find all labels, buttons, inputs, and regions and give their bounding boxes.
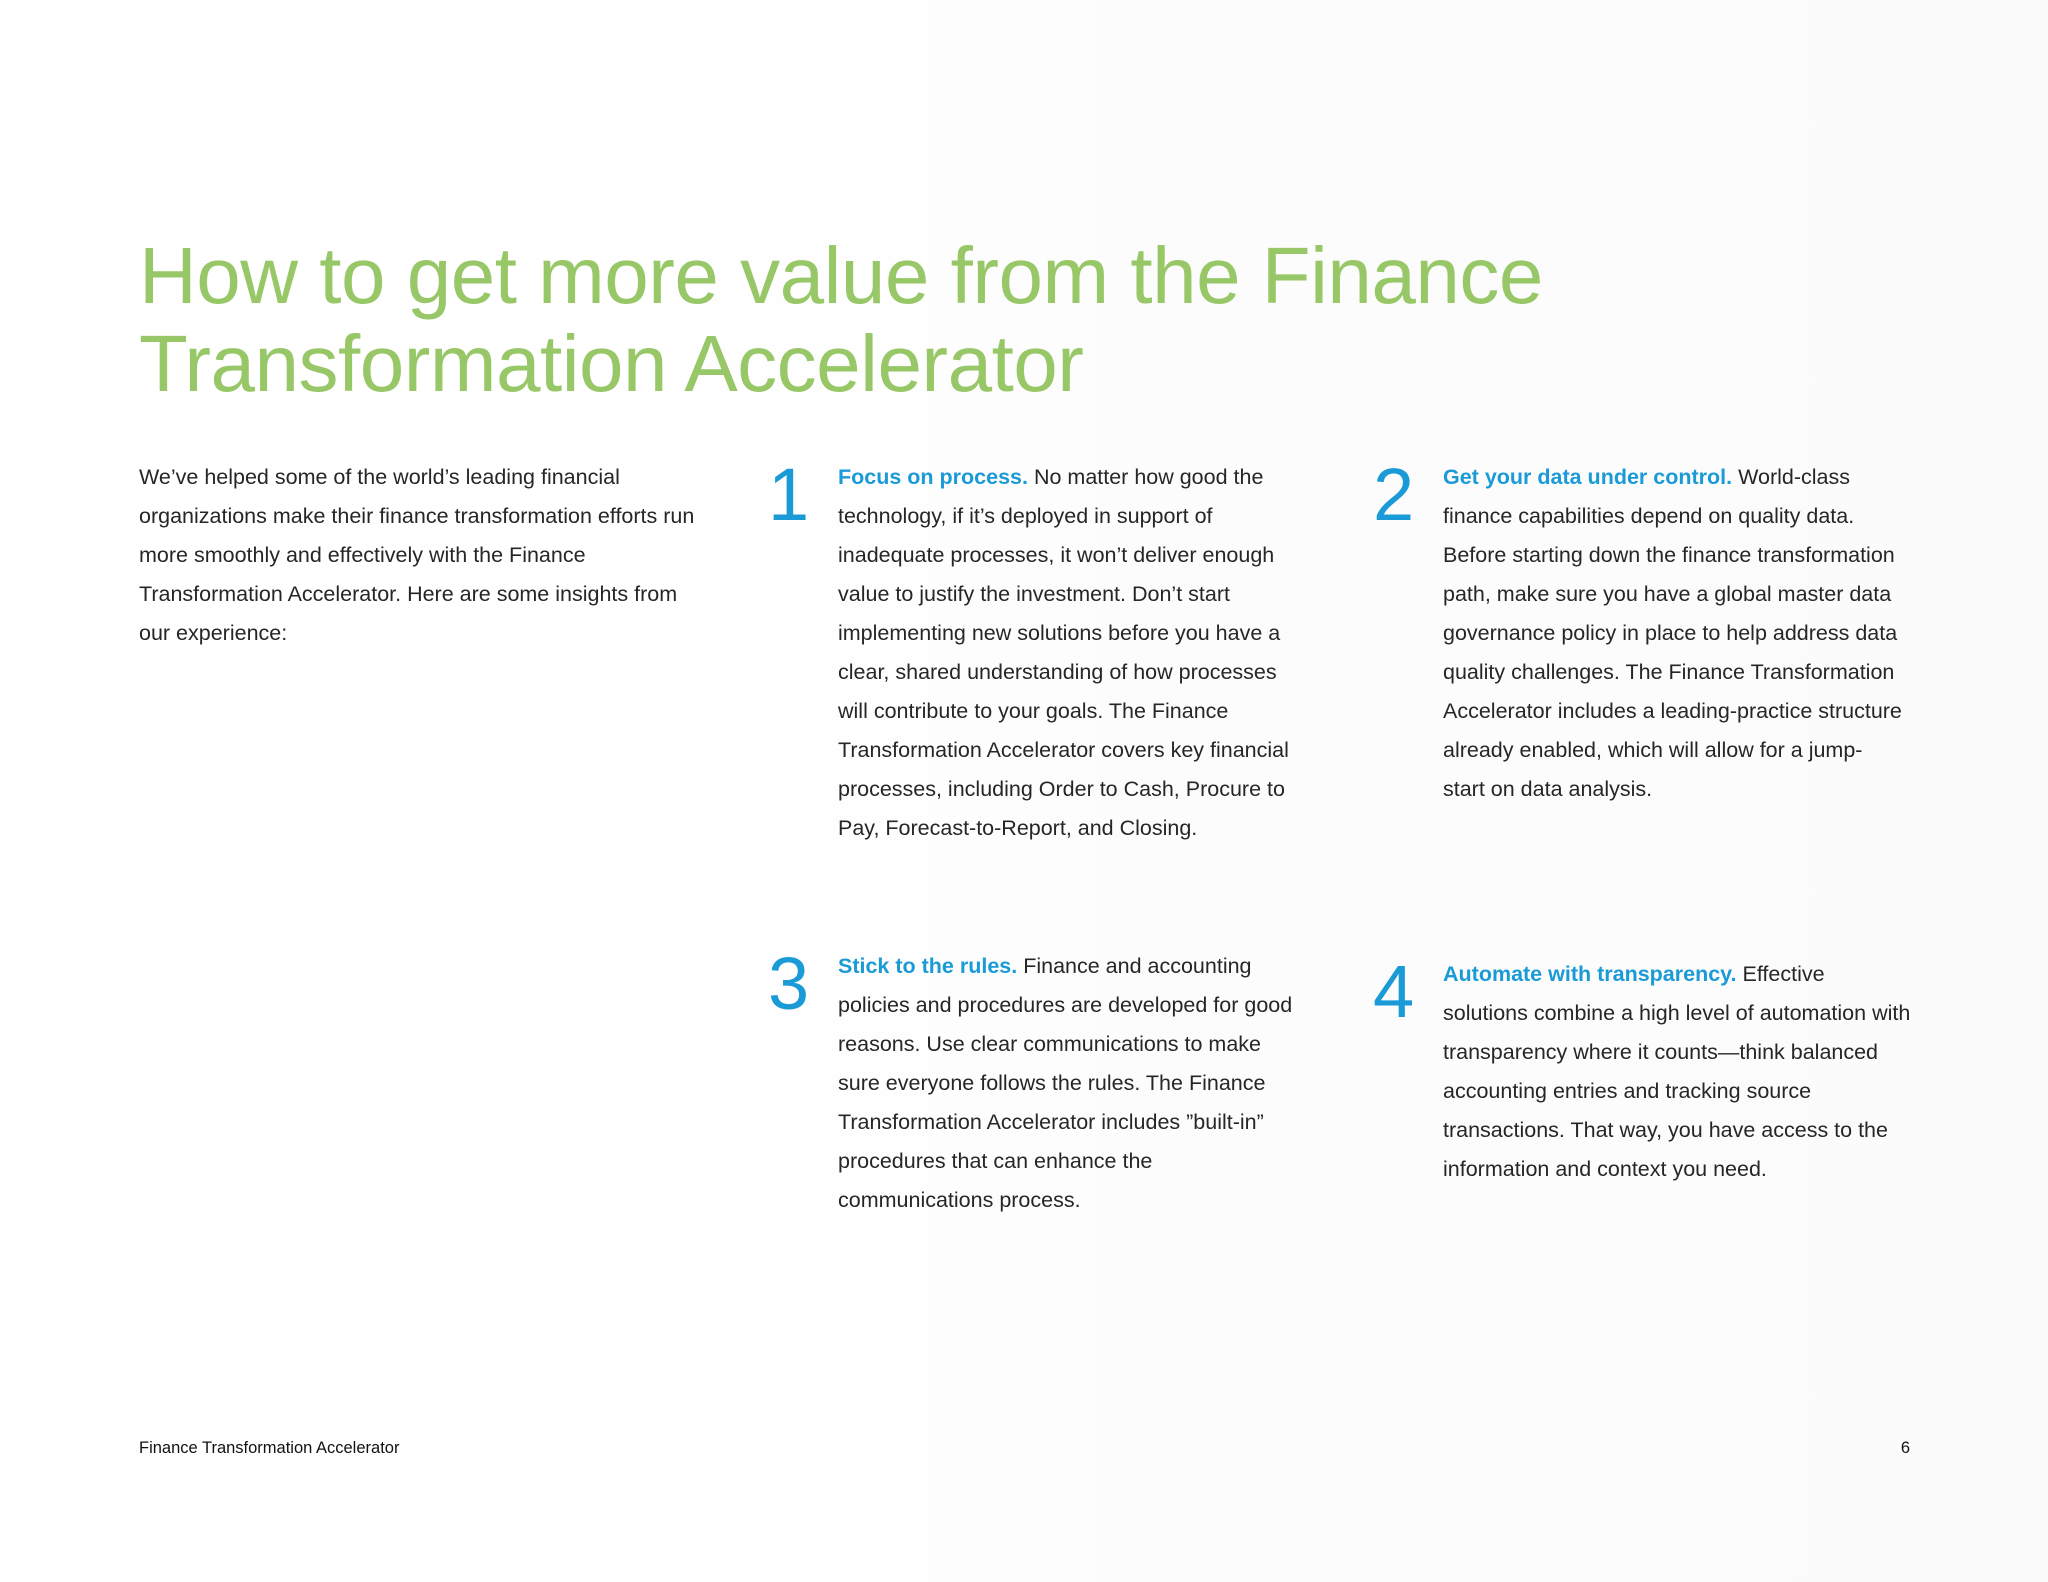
footer-document-title: Finance Transformation Accelerator [139,1439,400,1457]
item-body [838,947,1298,1220]
intro-paragraph: We’ve helped some of the world’s leading financial organizations make their finance transformation efforts run more smoothly and effectively with the Finance Transformation Accelerator. Here are some insights from our experience: [139,465,695,645]
item-body [838,458,1298,848]
item-number: 4 [1373,950,1415,1033]
item-body [1443,458,1903,809]
item-body [1443,955,1913,1189]
item-lead: Focus on process. [838,465,1028,489]
item-number: 2 [1373,453,1415,536]
item-number: 1 [768,453,810,536]
item-text: No matter how good the technology, if it’s deployed in support of inadequate processes, it won’t deliver enough value to justify the investment. Don’t start implementing new solutions before you have a clear, shared understanding of how processes will contribute to your goals. The Finance Transformation Accelerator covers key financial processes, including Order to Cash, Procure to Pay, Forecast-to-Report, and Closing. [838,465,1289,840]
item-text: Finance and accounting policies and procedures are developed for good reasons. Use clear communications to make sure everyone follows the rules. The Finance Transformation Accelerator includes ”built-in” procedures that can enhance the communications process. [838,954,1293,1212]
page-title: How to get more value from the Finance Transformation Accelerator [139,231,1543,408]
item-lead: Get your data under control. [1443,465,1733,489]
item-text: World-class finance capabilities depend on quality data. Before starting down the finance transformation path, make sure you have a global master data governance policy in place to help address data quality challenges. The Finance Transformation Accelerator includes a leading-practice structure already enabled, which will allow for a jump-start on data analysis. [1443,465,1902,801]
item-lead: Automate with transparency. [1443,962,1737,986]
page-number: 6 [1900,1439,1910,1457]
item-number: 3 [768,942,810,1025]
item-lead: Stick to the rules. [838,954,1018,978]
item-text: Effective solutions combine a high level of automation with transparency where it counts—think balanced accounting entries and tracking source transactions. That way, you have access to the information and context you need. [1443,962,1911,1181]
